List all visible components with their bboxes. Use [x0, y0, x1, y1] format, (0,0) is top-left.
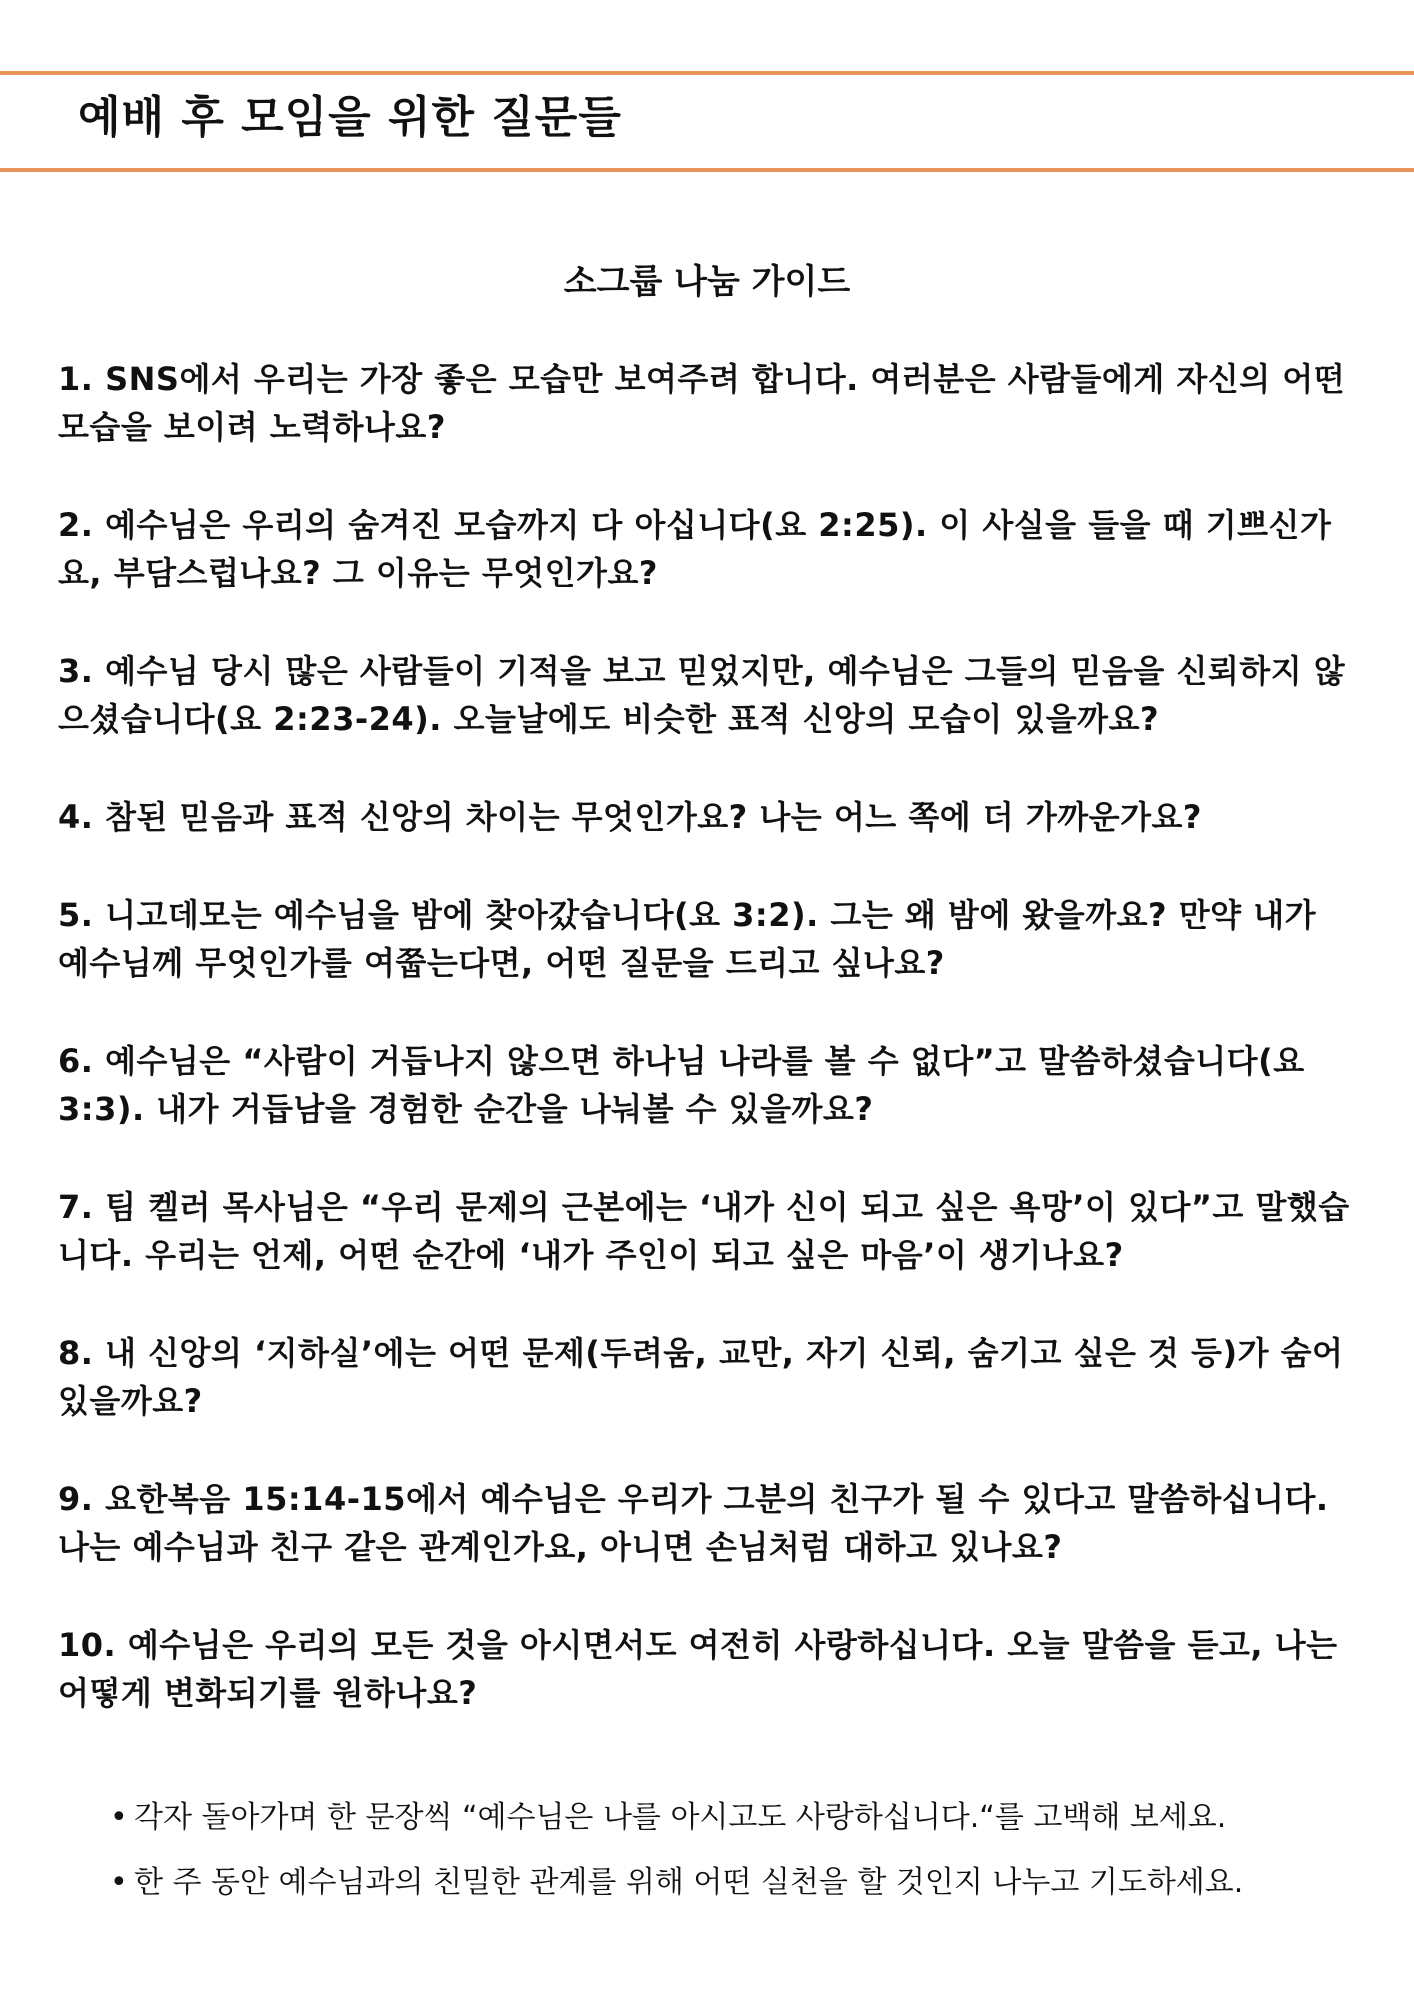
question-item: 2. 예수님은 우리의 숨겨진 모습까지 다 아십니다(요 2:25). 이 사실을 들을 때 기쁘신가요, 부담스럽나요? 그 이유는 무엇인가요? [58, 506, 1332, 592]
question-item: 9. 요한복음 15:14-15에서 예수님은 우리가 그분의 친구가 될 수 있다고 말씀하십니다. 나는 예수님과 친구 같은 관계인가요, 아니면 손님처럼 대하고 있나요? [58, 1480, 1329, 1566]
question-item: 10. 예수님은 우리의 모든 것을 아시면서도 여전히 사랑하십니다. 오늘 말씀을 듣고, 나는 어떻게 변화되기를 원하나요? [58, 1626, 1338, 1712]
question-item: 7. 팀 켈러 목사님은 “우리 문제의 근본에는 ‘내가 신이 되고 싶은 욕망’이 있다”고 말했습니다. 우리는 언제, 어떤 순간에 ‘내가 주인이 되고 싶은 마음’이 생기나요? [58, 1188, 1350, 1274]
note-text: 한 주 동안 예수님과의 친밀한 관계를 위해 어떤 실천을 할 것인지 나누고 기도하세요. [134, 1865, 1244, 1900]
bullet-icon: • [110, 1800, 128, 1835]
header-top-rule [0, 71, 1414, 75]
note-text: 각자 돌아가며 한 문장씩 “예수님은 나를 아시고도 사랑하십니다.“를 고백해 보세요. [134, 1800, 1227, 1835]
note-item [110, 1796, 1370, 1840]
question-item: 5. 니고데모는 예수님을 밤에 찾아갔습니다(요 3:2). 그는 왜 밤에 왔을까요? 만약 내가 예수님께 무엇인가를 여쭙는다면, 어떤 질문을 드리고 싶나요? [58, 896, 1317, 982]
bullet-icon: • [110, 1865, 128, 1900]
question-item: 1. SNS에서 우리는 가장 좋은 모습만 보여주려 합니다. 여러분은 사람들에게 자신의 어떤 모습을 보이려 노력하나요? [58, 360, 1346, 446]
closing-notes [110, 1796, 1370, 1926]
note-item [110, 1861, 1370, 1905]
question-item: 6. 예수님은 “사람이 거듭나지 않으면 하나님 나라를 볼 수 없다”고 말씀하셨습니다(요 3:3). 내가 거듭남을 경험한 순간을 나눠볼 수 있을까요? [58, 1042, 1305, 1128]
page-title: 예배 후 모임을 위한 질문들 [78, 92, 622, 143]
question-item: 4. 참된 믿음과 표적 신앙의 차이는 무엇인가요? 나는 어느 쪽에 더 가까운가요? [58, 798, 1202, 836]
guide-title: 소그룹 나눔 가이드 [563, 262, 851, 302]
question-item: 8. 내 신앙의 ‘지하실’에는 어떤 문제(두려움, 교만, 자기 신뢰, 숨기고 싶은 것 등)가 숨어 있을까요? [58, 1334, 1344, 1420]
question-item: 3. 예수님 당시 많은 사람들이 기적을 보고 믿었지만, 예수님은 그들의 믿음을 신뢰하지 않으셨습니다(요 2:23-24). 오늘날에도 비슷한 표적 신앙의 모습이 있을까요? [58, 652, 1346, 738]
question-list [58, 355, 1358, 1767]
header-bottom-rule [0, 168, 1414, 172]
